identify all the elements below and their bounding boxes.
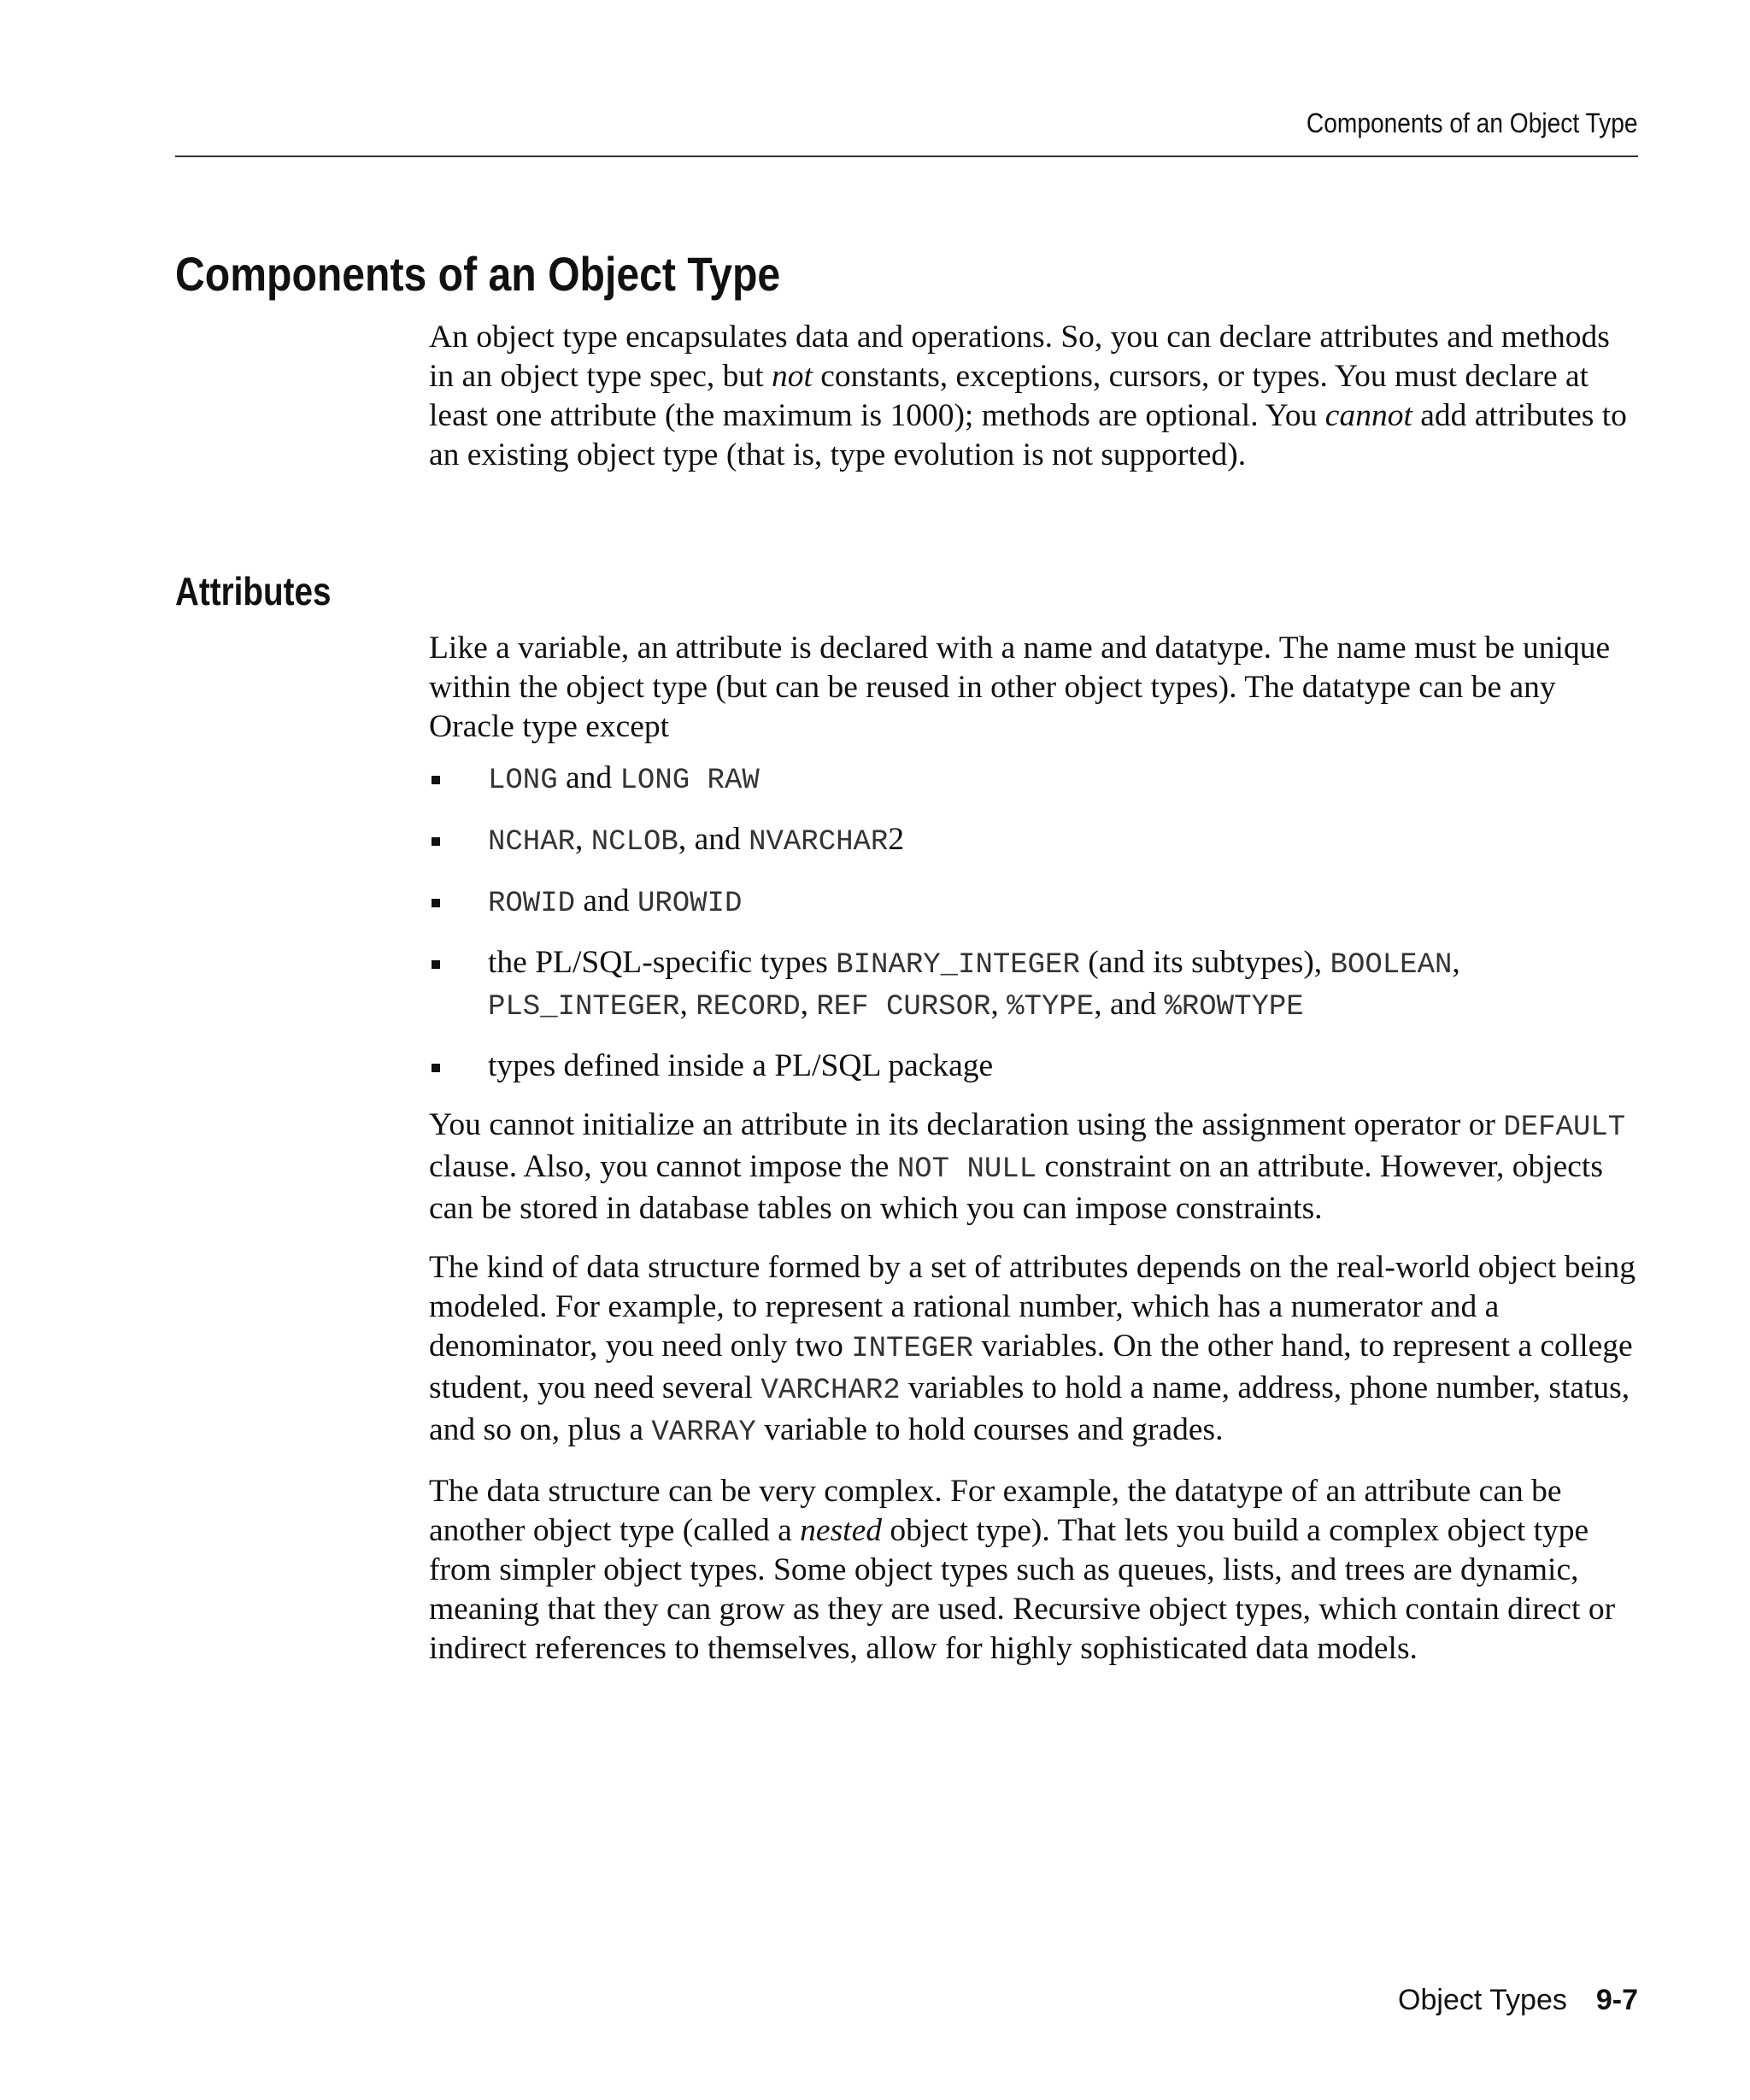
page-number: 9-7 xyxy=(1595,1984,1638,2016)
attributes-paragraph-1: Like a variable, an attribute is declared with a name and datatype. The name must be unique within the object type (but can be reused in other object types). The datatype can be any Oracle type except xyxy=(429,631,1611,744)
square-bullet-icon xyxy=(432,899,440,907)
list-item: the PL/SQL-specific types BINARY_INTEGER (and its subtypes), BOOLEAN, PLS_INTEGER, RECORD, REF CURSOR, %TYPE, and %ROWTYPE xyxy=(429,943,1642,1027)
list-item: ROWID and UROWID xyxy=(429,882,1642,924)
attributes-heading: Attributes xyxy=(175,569,332,613)
excluded-types-list xyxy=(429,759,1642,1086)
square-bullet-icon xyxy=(432,960,440,969)
running-footer xyxy=(1398,1984,1638,2017)
attributes-text xyxy=(429,629,1642,1669)
attributes-paragraph-3: The kind of data structure formed by a set of attributes depends on the real-world object being modeled. For example, to represent a rational number, which has a numerator and a denominator, you need only two INTEGER variables. On the other hand, to represent a college student, you need several VARCHAR2 variables to hold a name, address, phone number, status, and so on, plus a VARRAY variable to hold courses and grades. xyxy=(429,1250,1636,1449)
intro-paragraph: An object type encapsulates data and operations. So, you can declare attributes and methods in an object type spec, but not constants, exceptions, cursors, or types. You must declare at least one attribute (the maximum is 1000); methods are optional. You cannot add attributes to an existing object type (that is, type evolution is not supported). xyxy=(429,320,1627,472)
list-item: NCHAR, NCLOB, and NVARCHAR2 xyxy=(429,820,1642,862)
square-bullet-icon xyxy=(432,1064,440,1072)
square-bullet-icon xyxy=(432,837,440,846)
emphasis: cannot xyxy=(1324,398,1412,433)
running-header xyxy=(175,108,1638,157)
list-item: types defined inside a PL/SQL package xyxy=(429,1047,1642,1086)
list-item: LONG and LONG RAW xyxy=(429,759,1642,801)
footer-chapter-title: Object Types xyxy=(1398,1984,1567,2016)
intro-text xyxy=(429,318,1642,475)
attributes-paragraph-4: The data structure can be very complex. For example, the datatype of an attribute can be another object type (called a nested object type). That lets you build a complex object type from simpler object types. Some object types such as queues, lists, and trees are dynamic, meaning that they can grow as they are used. Recursive object types, which contain direct or indirect references to themselves, allow for highly sophisticated data models. xyxy=(429,1474,1616,1666)
emphasis: not xyxy=(771,359,813,394)
square-bullet-icon xyxy=(432,776,440,784)
emphasis: nested xyxy=(800,1513,882,1548)
running-header-title: Components of an Object Type xyxy=(1307,108,1638,138)
section-title: Components of an Object Type xyxy=(175,247,781,301)
attributes-paragraph-2: You cannot initialize an attribute in its declaration using the assignment operator or DEFAULT clause. Also, you cannot impose the NOT NULL constraint on an attribute. However, objects can be stored in database tables on which you can impose constraints. xyxy=(429,1107,1626,1226)
